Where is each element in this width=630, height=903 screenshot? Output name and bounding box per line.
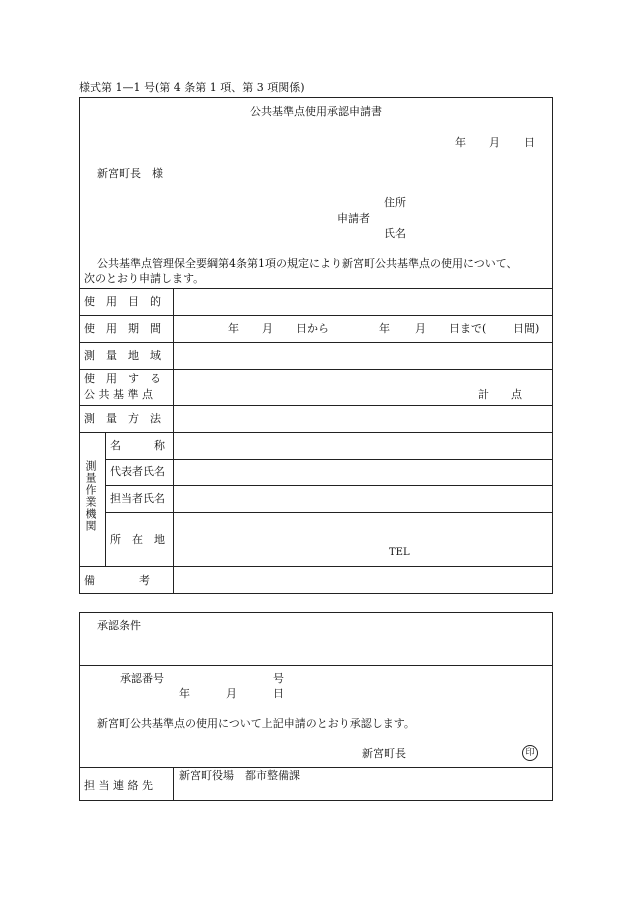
points-total-label: 計 — [478, 388, 489, 401]
area-field[interactable] — [174, 343, 552, 369]
period-to-month: 月 — [415, 322, 426, 335]
approval-conditions-field[interactable] — [80, 636, 552, 664]
column-divider — [173, 767, 174, 801]
date-month: 月 — [489, 136, 500, 149]
org-person-field[interactable] — [174, 486, 552, 512]
form-number: 様式第 1—1 号(第 4 条第 1 項、第 3 項関係) — [79, 81, 305, 94]
period-from-year: 年 — [228, 322, 239, 335]
points-field[interactable] — [174, 370, 552, 405]
tel-label: TEL — [389, 547, 410, 558]
form-title: 公共基準点使用承認申請書 — [250, 105, 382, 118]
period-to-year: 年 — [379, 322, 390, 335]
label-points-line-2: 公 共 基 準 点 — [84, 388, 153, 401]
org-representative-field[interactable] — [174, 460, 552, 485]
applicant-address-label: 住所 — [384, 196, 406, 209]
seal-icon: 印 — [522, 745, 538, 761]
period-days: 日間) — [513, 322, 540, 335]
points-unit-label: 点 — [511, 388, 522, 401]
method-field[interactable] — [174, 406, 552, 432]
period-from-day: 日から — [296, 322, 329, 335]
label-period: 使 用 期 間 — [84, 322, 161, 335]
approval-number-suffix: 号 — [273, 672, 284, 685]
label-org-location: 所 在 地 — [110, 533, 165, 546]
row-divider — [79, 665, 553, 666]
label-org-name: 名 称 — [110, 439, 165, 452]
label-points-line-1: 使 用 す る — [84, 372, 161, 385]
declaration-line-2: 次のとおり申請します。 — [84, 272, 205, 285]
label-org-person-in-charge: 担当者氏名 — [110, 492, 165, 505]
org-name-field[interactable] — [174, 433, 552, 459]
contact-label: 担 当 連 絡 先 — [84, 779, 153, 792]
approval-number-label: 承認番号 — [120, 672, 164, 685]
label-remarks: 備 考 — [84, 574, 150, 587]
purpose-field[interactable] — [174, 289, 552, 315]
approval-day: 日 — [273, 687, 284, 700]
applicant-name-label: 氏名 — [384, 227, 406, 240]
approval-conditions-label: 承認条件 — [97, 619, 141, 632]
org-location-field[interactable] — [174, 513, 552, 566]
date-year: 年 — [455, 136, 466, 149]
addressee: 新宮町長 様 — [97, 167, 163, 180]
remarks-field[interactable] — [174, 567, 552, 593]
applicant-label: 申請者 — [337, 212, 370, 225]
label-purpose: 使 用 目 的 — [84, 295, 161, 308]
period-from-month: 月 — [262, 322, 273, 335]
label-survey-organization: 測量作業機関 — [84, 460, 97, 532]
row-divider — [79, 767, 553, 768]
label-method: 測 量 方 法 — [84, 412, 161, 425]
approval-year: 年 — [179, 687, 190, 700]
approval-month: 月 — [226, 687, 237, 700]
row-divider — [79, 315, 553, 316]
period-to-day: 日まで( — [449, 322, 487, 335]
contact-value: 新宮町役場 都市整備課 — [179, 769, 300, 782]
approval-mayor: 新宮町長 — [362, 747, 406, 760]
label-area: 測 量 地 域 — [84, 349, 161, 362]
declaration-line-1: 公共基準点管理保全要綱第4条第1項の規定により新宮町公共基準点の使用について、 — [97, 257, 518, 270]
column-divider — [105, 432, 106, 566]
approval-statement: 新宮町公共基準点の使用について上記申請のとおり承認します。 — [97, 717, 415, 730]
label-org-representative: 代表者氏名 — [110, 465, 165, 478]
date-day: 日 — [524, 136, 535, 149]
